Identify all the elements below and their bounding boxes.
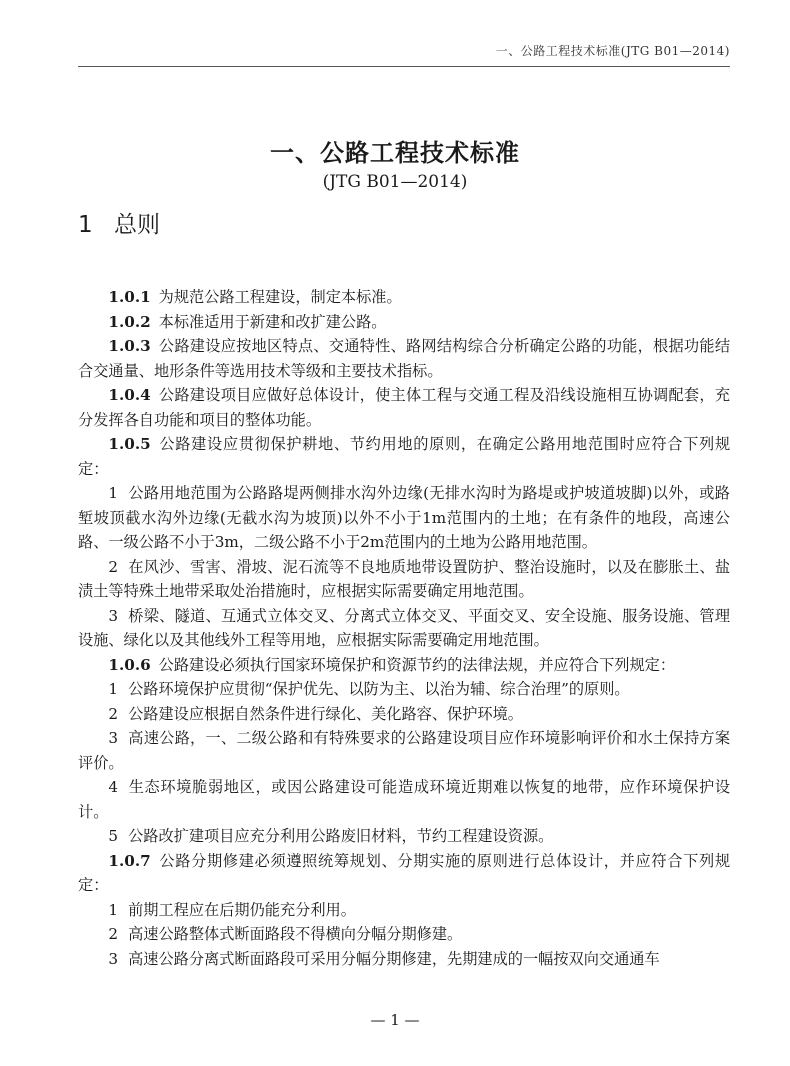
paragraph-text: 桥梁、隧道、互通式立体交叉、分离式立体交叉、平面交叉、安全设施、服务设施、管理设施、绿化以及其他线外工程等用地，应根据实际需要确定用地范围。 [78, 606, 730, 649]
clause-paragraph [78, 849, 730, 898]
item-number: 1 [108, 680, 119, 698]
clause-number: 1.0.6 [108, 655, 151, 674]
paragraph-text: 公路建设必须执行国家环境保护和资源节约的法律法规，并应符合下列规定： [158, 655, 676, 674]
paragraph-text: 高速公路，一、二级公路和有特殊要求的公路建设项目应作环境影响评价和水土保持方案评价。 [78, 729, 730, 772]
item-paragraph [78, 604, 730, 653]
running-header: 一、公路工程技术标准(JTG B01—2014) [495, 44, 730, 58]
item-paragraph [78, 726, 730, 775]
item-paragraph [78, 555, 730, 604]
paragraph-text: 公路分期修建必须遵照统筹规划、分期实施的原则进行总体设计，并应符合下列规定： [78, 851, 730, 894]
clause-number: 1.0.5 [108, 435, 151, 453]
clause-number: 1.0.7 [108, 851, 151, 870]
document-title: 一、公路工程技术标准 [270, 139, 520, 167]
chapter-title: 总则 [114, 212, 160, 238]
paragraph-text: 高速公路整体式断面路段不得横向分幅分期修建。 [128, 925, 463, 943]
document-subtitle: (JTG B01—2014) [322, 172, 468, 192]
paragraph-text: 公路建设应按地区特点、交通特性、路网结构综合分析确定公路的功能，根据功能结合交通量、地形条件等选用技术等级和主要技术指标。 [78, 337, 730, 380]
clause-paragraph [78, 285, 730, 310]
item-number: 1 [108, 484, 119, 502]
document-body [78, 285, 730, 971]
paragraph-text: 本标准适用于新建和改扩建公路。 [158, 312, 387, 331]
item-paragraph [78, 677, 730, 702]
paragraph-text: 高速公路分离式断面路段可采用分幅分期修建，先期建成的一幅按双向交通通车 [128, 949, 660, 968]
paragraph-text: 公路改扩建项目应充分利用公路废旧材料，节约工程建设资源。 [128, 827, 554, 845]
item-number: 3 [108, 949, 119, 968]
chapter-number: 1 [78, 212, 93, 238]
item-paragraph [78, 481, 730, 555]
item-number: 3 [108, 729, 119, 747]
clause-paragraph [78, 653, 730, 678]
item-number: 2 [108, 704, 119, 723]
paragraph-text: 公路用地范围为公路路堤两侧排水沟外边缘(无排水沟时为路堤或护坡道坡脚)以外，或路堑坡顶截水沟外边缘(无截水沟为坡顶)以外不小于1m范围内的土地；在有条件的地段，高速公路、一级公路不小于3m，二级公路不小于2m范围内的土地为公路用地范围。 [78, 484, 730, 551]
paragraph-text: 公路建设项目应做好总体设计，使主体工程与交通工程及沿线设施相互协调配套，充分发挥各自功能和项目的整体功能。 [78, 386, 730, 429]
clause-paragraph [78, 334, 730, 383]
clause-number: 1.0.3 [108, 337, 151, 355]
item-number: 4 [108, 778, 119, 796]
clause-paragraph [78, 310, 730, 335]
item-paragraph [78, 922, 730, 947]
clause-number: 1.0.1 [108, 288, 151, 306]
paragraph-text: 前期工程应在后期仍能充分利用。 [128, 900, 356, 919]
item-number: 1 [108, 900, 119, 919]
item-number: 5 [108, 827, 119, 845]
item-number: 3 [108, 606, 119, 625]
clause-paragraph [78, 432, 730, 481]
item-number: 2 [108, 925, 119, 943]
item-paragraph [78, 824, 730, 849]
chapter-heading [78, 206, 160, 239]
clause-number: 1.0.2 [108, 312, 151, 331]
clause-number: 1.0.4 [108, 386, 151, 404]
page-number: — 1 — [370, 1011, 420, 1029]
paragraph-text: 公路建设应贯彻保护耕地、节约用地的原则，在确定公路用地范围时应符合下列规定： [78, 435, 730, 478]
item-paragraph [78, 898, 730, 923]
paragraph-text: 在风沙、雪害、滑坡、泥石流等不良地质地带设置防护、整治设施时，以及在膨胀土、盐渍土等特殊土地带采取处治措施时，应根据实际需要确定用地范围。 [78, 557, 730, 600]
item-number: 2 [108, 557, 119, 576]
paragraph-text: 公路建设应根据自然条件进行绿化、美化路容、保护环境。 [128, 704, 523, 723]
paragraph-text: 公路环境保护应贯彻“保护优先、以防为主、以治为辅、综合治理”的原则。 [128, 680, 630, 698]
header-rule [78, 66, 730, 67]
item-paragraph [78, 947, 730, 972]
paragraph-text: 为规范公路工程建设，制定本标准。 [158, 288, 402, 306]
clause-paragraph [78, 383, 730, 432]
item-paragraph [78, 702, 730, 727]
paragraph-text: 生态环境脆弱地区，或因公路建设可能造成环境近期难以恢复的地带，应作环境保护设计。 [78, 778, 730, 821]
item-paragraph [78, 775, 730, 824]
